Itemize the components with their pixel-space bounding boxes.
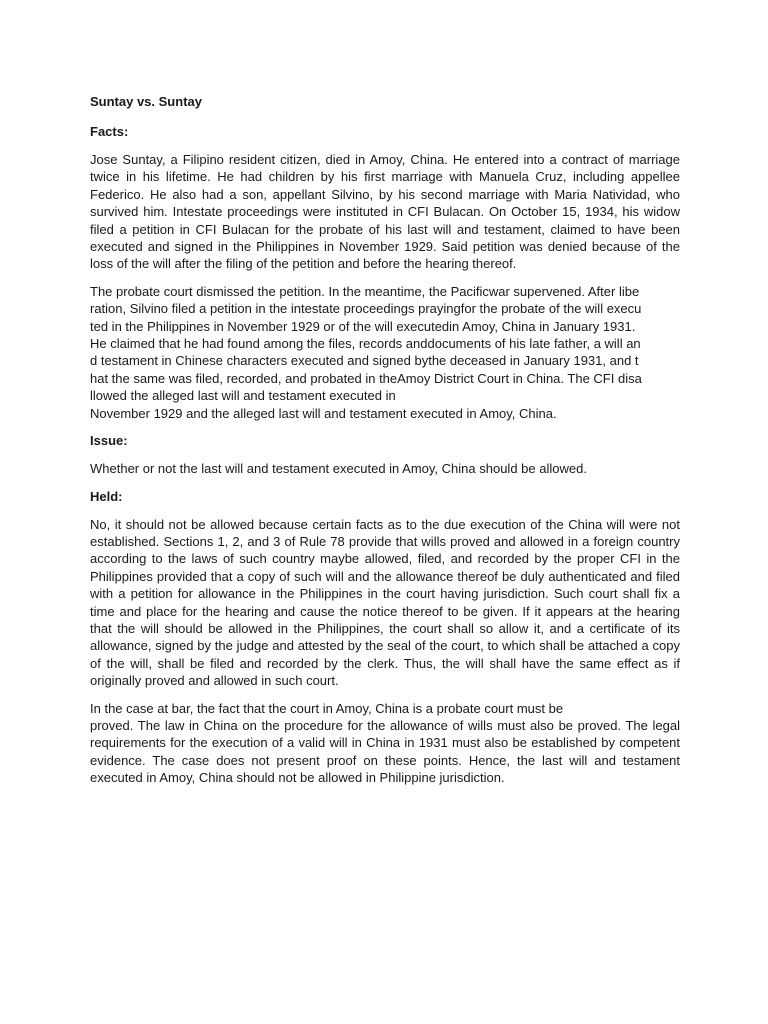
- facts-paragraph-2-line: d testament in Chinese characters executed and signed bythe deceased in January 1931, and t: [90, 353, 639, 369]
- facts-paragraph-2-line: ration, Silvino filed a petition in the intestate proceedings prayingfor the probate of the will execu: [90, 301, 642, 317]
- document-title: Suntay vs. Suntay: [90, 94, 202, 109]
- facts-paragraph-2-line: llowed the alleged last will and testament executed in: [90, 388, 396, 404]
- document-page: [90, 90, 680, 797]
- issue-heading: Issue:: [90, 433, 128, 449]
- held-heading: Held:: [90, 488, 123, 504]
- facts-paragraph-2-line: The probate court dismissed the petition. In the meantime, the Pacificwar supervened. After libe: [90, 283, 640, 299]
- held-paragraph-1: No, it should not be allowed because certain facts as to the due execution of the China will were not established. Sections 1, 2, and 3 of Rule 78 provide that wills proved and allowed in a foreign country according to the laws of such country maybe allowed, filed, and recorded by the proper CFI in the Philippines provided that a copy of such will and the allowance thereof be duly authenticated and filed with a petition for allowance in the Philippines in the court having jurisdiction. Such court shall fix a time and place for the hearing and cause the notice thereof to be given. If it appears at the hearing that the will should be allowed in the Philippines, the court shall so allow it, and a certificate of its allowance, signed by the judge and attested by the seal of the court, to which shall be attached a copy of the will, shall be filed and recorded by the clerk. Thus, the will shall have the same effect as if originally proved and allowed in such court.: [90, 516, 680, 689]
- issue-paragraph: Whether or not the last will and testament executed in Amoy, China should be allowed.: [90, 461, 587, 477]
- facts-heading: Facts:: [90, 124, 129, 139]
- facts-paragraph-2: [90, 283, 680, 422]
- facts-paragraph-2-line: He claimed that he had found among the files, records anddocuments of his late father, a will an: [90, 336, 641, 352]
- held-paragraph-2: [90, 700, 680, 787]
- facts-paragraph-1: Jose Suntay, a Filipino resident citizen, died in Amoy, China. He entered into a contract of marriage twice in his lifetime. He had children by his first marriage with Manuela Cruz, including appellee Federico. He also had a son, appellant Silvino, by his second marriage with Maria Natividad, who survived him. Intestate proceedings were instituted in CFI Bulacan. On October 15, 1934, his widow filed a petition in CFI Bulacan for the probate of his last will and testament, claimed to have been executed and signed in the Philippines in November 1929. Said petition was denied because of the loss of the will after the filing of the petition and before the hearing thereof.: [90, 152, 680, 272]
- held-paragraph-2-rest: proved. The law in China on the procedure for the allowance of wills must also be proved. The legal requirements for the execution of a valid will in China in 1931 must also be established by competent evidence. The case does not present proof on these points. Hence, the last will and testament executed in Amoy, China should not be allowed in Philippine jurisdiction.: [90, 717, 680, 786]
- facts-paragraph-2-line: November 1929 and the alleged last will and testament executed in Amoy, China.: [90, 405, 557, 421]
- facts-paragraph-2-line: hat the same was filed, recorded, and probated in theAmoy District Court in China. The CFI disa: [90, 370, 642, 386]
- facts-paragraph-2-line: ted in the Philippines in November 1929 or of the will executedin Amoy, China in January 1931.: [90, 318, 636, 334]
- held-paragraph-2-first-line: In the case at bar, the fact that the court in Amoy, China is a probate court must be: [90, 700, 564, 716]
